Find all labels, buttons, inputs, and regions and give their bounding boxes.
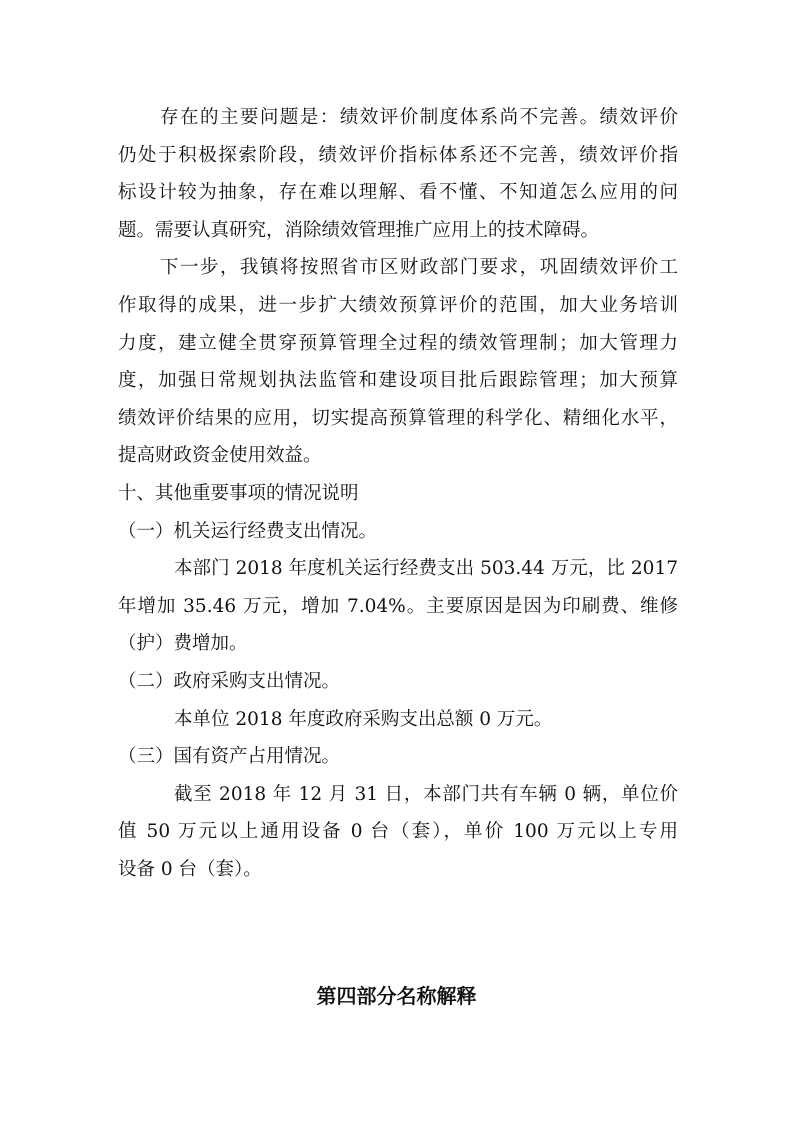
- text-line: 设备 0 台（套）。: [118, 858, 262, 880]
- body-text: [118, 99, 678, 888]
- text-line: 截至 2018 年 12 月 31 日，本部门共有车辆 0 辆，单位价: [174, 783, 678, 805]
- text-line: 题。需要认真研究，消除绩效管理推广应用上的技术障碍。: [118, 219, 600, 241]
- subsection-heading-3: （三）国有资产占用情况。: [118, 746, 341, 768]
- text-line: 仍处于积极探索阶段，绩效评价指标体系还不完善，绩效评价指: [118, 144, 678, 166]
- text-line: （护）费增加。: [118, 633, 248, 655]
- text-line: 存在的主要问题是：绩效评价制度体系尚不完善。绩效评价: [160, 107, 678, 128]
- text-line: 标设计较为抽象，存在难以理解、看不懂、不知道怎么应用的问: [118, 182, 678, 204]
- text-line: 度，加强日常规划执法监管和建设项目批后跟踪管理；加大预算: [118, 370, 678, 392]
- text-line: 绩效评价结果的应用，切实提高预算管理的科学化、精细化水平，: [118, 407, 678, 429]
- text-line: 力度，建立健全贯穿预算管理全过程的绩效管理制；加大管理力: [118, 332, 678, 354]
- text-line: 值 50 万元以上通用设备 0 台（套），单价 100 万元以上专用: [118, 821, 678, 843]
- text-line: 本部门 2018 年度机关运行经费支出 503.44 万元，比 2017: [174, 558, 678, 580]
- subsection-heading-1: （一）机关运行经费支出情况。: [118, 520, 378, 542]
- text-line: 提高财政资金使用效益。: [118, 445, 322, 467]
- section-heading: 十、其他重要事项的情况说明: [118, 482, 359, 504]
- subsection-heading-2: （二）政府采购支出情况。: [118, 670, 341, 692]
- part-four-title: 第四部分名称解释: [316, 984, 477, 1008]
- text-line: 本单位 2018 年度政府采购支出总额 0 万元。: [174, 708, 553, 730]
- section-ten: [118, 475, 678, 889]
- paragraph-next-steps: [118, 249, 678, 475]
- text-line: 作取得的成果，进一步扩大绩效预算评价的范围，加大业务培训: [118, 294, 678, 316]
- text-line: 下一步，我镇将按照省市区财政部门要求，巩固绩效评价工: [160, 257, 678, 279]
- paragraph-problems: [118, 99, 678, 249]
- text-line: 年增加 35.46 万元，增加 7.04%。主要原因是因为印刷费、维修: [118, 595, 678, 617]
